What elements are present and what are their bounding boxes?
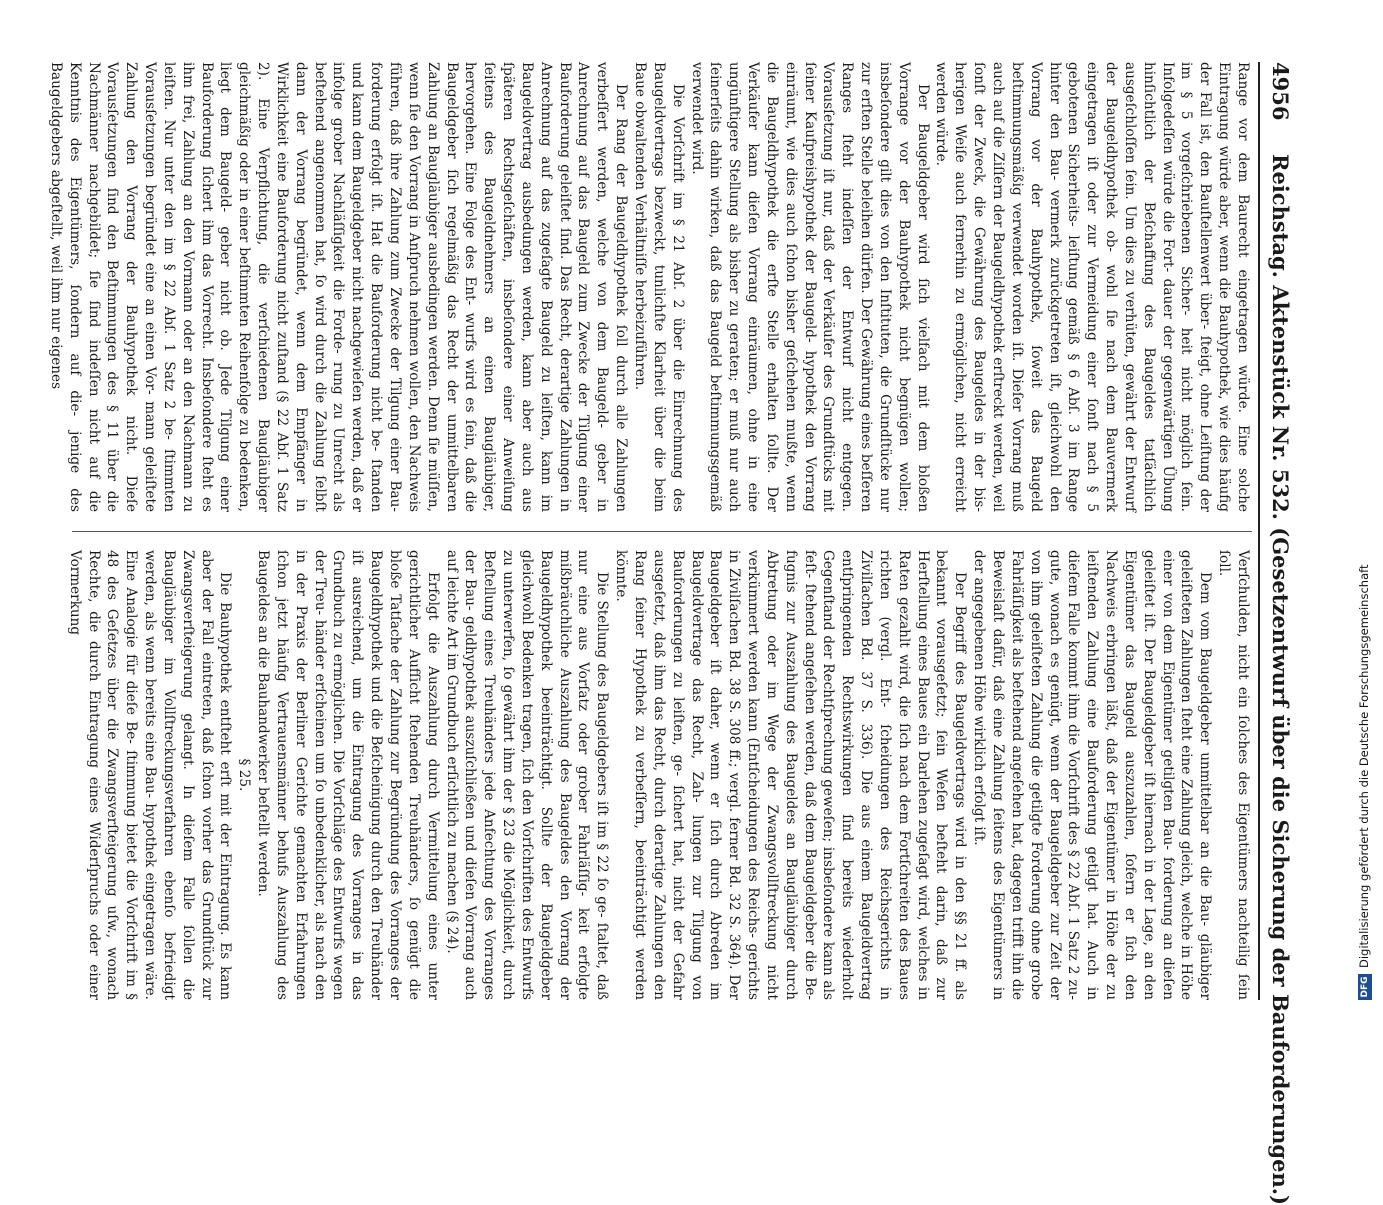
header-rule [1258,62,1260,1000]
paragraph: Die Stellung des Baugeldgebers iſt im § 22 ſo ge- ſtaltet, daß nur eine aus Vorſatz oder grober Fahrläſſig- keit erfolgte mißbräuchliche Auszahlung des Baugeldes den Vorrang der Baugeldhypothek beeinträchtigt. Sollte der Baugeldgeber gleichwohl Bedenken tragen, ſich den Vorſchriften des Entwurfs zu unterwerfen, ſo gewährt ihm der § 23 die Möglichkeit, durch Beſtellung eines Treuhänders jede Anfechtung des Vorranges der Bau- geldhypothek auszuſchließen und dieſen Vorrang auch auf leichte Art im Grundbuch erſichtlich zu machen (§ 24). [443,550,611,1000]
left-text-column [47,62,1252,512]
paragraph: Dem vom Baugeldgeber unmittelbar an die Bau- gläubiger geleiſteten Zahlungen ſteht eine Zahlung gleich, welche in Höhe einer von dem Eigentümer getilgten Bau- forderung an dieſen geleiſtet iſt. Der Baugeldgeber iſt hiernach in der Lage, an den Eigentümer das Baugeld auszuzahlen, ſofern er ſich den Nachweis erbringen läßt, daß der Eigentümer in Höhe der zu leiſtenden Zahlung eine Bauforderung getilgt hat. Auch in dieſem Falle kommt ihm die Vorſchrift des § 22 Abſ. 1 Satz 2 zu- gute, wonach es genügt, wenn der Baugeldgeber zur Zeit der von ihm geleiſteten Zahlung die getilgte Forderung ohne grobe Fahrläſſigkeit als beſtehend angeſehen hat, dagegen trifft ihn die Beweislaſt dafür, daß eine Zahlung ſeitens des Eigentümers in der angegebenen Höhe wirklich erfolgt iſt. [971,550,1214,1000]
paragraph: Der Rang der Baugeldhypothek ſoll durch alle Zahlungen verbeſſert werden, welche von dem Baugeld- geber in Anrechnung auf das Baugeld zum Zwecke der Tilgung einer Bauforderung geleiſtet ſind. Das Recht, derartige Zahlungen in Anrechnung auf das zugeſagte Baugeld zu leiſten, kann im Baugeldvertrag ausbedungen werden, kann aber auch aus ſpäteren Rechtsgeſchäften, insbeſondere einer Anweiſung ſeitens des Baugeldnehmers an einen Baugläubiger, hervorgehen. Eine Folge des Ent- wurfs wird es ſein, daß die Baugeldgeber ſich regelmäßig das Recht der unmittelbaren Zahlung an Baugläubiger ausbedingen werden. Denn ſie müſſen, wenn ſie den Vorrang in Anſpruch nehmen wollen, den Nachweis führen, daß ihre Zahlung zum Zwecke der Tilgung einer Bau- forderung erfolgt iſt. Hat die Bauforderung nicht be- ſtanden und kann dem Baugeldgeber nicht nachgewieſen werden, daß er infolge grober Nachläſſigkeit die Forde- rung zu Unrecht als beſtehend angenommen hat, ſo wird durch die Zahlung ſelbſt dann der Vorrang begründet, wenn dem Empfänger in Wirklichkeit eine Bauforderung nicht zuſtand (§ 22 Abſ. 1 Satz 2). Eine Verpflichtung, die verſchiedenen Baugläubiger gleichmäßig oder in einer beſtimmten Reihenfolge zu bedenken, liegt dem Baugeld- geber nicht ob. Jede Tilgung einer Bauforderung ſichert ihm das Vorrecht. Insbeſondere ſteht es ihm frei, Zahlung an den Vormann oder an den Nachmann zu leiſten. Nur unter den im § 22 Abſ. 1 Satz 2 be- ſtimmten Vorausſetzungen begründet eine an einen Vor- mann geleiſtete Zahlung den Vorrang der Bauhypothek nicht. Dieſe Vorausſetzungen ſind den Beſtimmungen des § 11 über die Nachmänner nachgebildet; ſie ſind indeſſen nicht auf die Kenntnis des Eigentümers, ſondern auf die- jenige des Baugeldgebers abgeſtellt, weil ihm nur eigenes [47,62,630,512]
paragraph: Erfolgt die Auszahlung durch Vermittelung eines unter gerichtlicher Aufſicht ſtehenden Treuhänders, ſo genügt die bloße Tatſache der Zahlung zur Begründung des Vorranges der Baugeldhypothek und die Beſcheinigung durch den Treuhänder iſt ausreichend, um die Eintragung des Vorranges in das Grundbuch zu ermöglichen. Die Vorſchläge des Entwurfs wegen der Treu- händer erſcheinen um ſo unbedenklicher, als nach den in der Praxis der Berliner Gerichte gemachten Erfahrungen ſchon jetzt häufig Vertrauensmänner behufs Auszahlung des Baugeldes an die Bauhandwerker beſtellt werden. [255,550,441,1000]
column-divider [72,531,1252,532]
paragraph: Der Begriff des Baugeldvertrags wird in den §§ 21 ff. als bekannt vorausgeſetzt; ſein Weſen beſteht darin, daß zur Herſtellung eines Baues ein Darlehen zugeſagt wird, welches in Raten gezahlt wird, die ſich nach dem Fortſchreiten des Baues richten (vergl. Ent- ſcheidungen des Reichsgerichts in Zivilſachen Bd. 37 S. 336). Die aus einem Baugeldvertrag entſpringenden Rechtswirkungen ſind bereits wiederholt Gegenſtand der Rechtſprechung geweſen; insbeſondere kann als feſt- ſtehend angeſehen werden, daß dem Baugeldgeber die Be- fugnis zur Auszahlung des Baugeldes an Baugläubiger durch Abtretung oder im Wege der Zwangsvollſtreckung nicht verkümmert werden kann (Entſcheidungen des Reichs- gerichts in Zivilſachen Bd. 38 S. 308 ff.; vergl. ferner Bd. 32 S. 364). Der Baugeldgeber iſt daher, wenn er ſich durch Abreden im Baugeldvertrage das Recht, Zah- lungen zur Tilgung von Bauforderungen zu leiſten, ge- ſichert hat, nicht der Gefahr ausgeſetzt, daß ihm das Recht, durch derartige Zahlungen den Rang ſeiner Hypothek zu verbeſſern, beeinträchtigt werden könnte. [613,550,969,1000]
paragraph: Die Vorſchrift im § 21 Abſ. 2 über die Einrechnung des Baugeldvertrags bezweckt, tunlichſte Klarheit über die beim Baue obwaltenden Verhältniſſe herbeizuführen. [632,62,686,512]
paragraph: Range vor dem Baurecht eingetragen würde. Eine solche Eintragung würde aber, wenn die Bauhypothek, wie dies häufig der Fall ist, den Bauſtellenwert über- ſteigt, ohne Leiſtung der im § 5 vorgeſchriebenen Sicher- heit nicht möglich ſein. Infolgedeſſen würde die Fort- dauer der gegenwärtigen Übung hinſichtlich der Beſchaffung des Baugeldes tatſächlich ausgeſchloſſen ſein. Um dies zu verhüten, gewährt der Entwurf der Baugeldhypothek ob- wohl ſie nach dem Bauvermerk eingetragen iſt oder zur Vermeidung einer ſonſt nach § 5 gebotenen Sicherheits- leiſtung gemäß § 6 Abſ. 3 im Range hinter den Bau- vermerk zurückgetreten iſt, gleichwohl den Vorrang vor der Bauhypothek, ſoweit das Baugeld beſtimmungsmäßig verwendet worden iſt. Dieſer Vorrang muß auch auf die Ziſſern der Baugeldhypothek erſtreckt werden, weil ſonſt der Zweck, die Gewährung des Baugeldes in der bis- herigen Weiſe auch fernerhin zu ermöglichen, nicht erreicht werden würde. [933,62,1251,512]
paragraph: Die Bauhypothek entſteht erſt mit der Eintragung. Es kann aber der Fall eintreten, daß ſchon vorher das Grundſtück zur Zwangsverſteigerung gelangt. In dieſem Falle ſollen die Baugläubiger im Vollſtreckungsverfahren ebenſo befriedigt werden, als wenn bereits eine Bau- hypothek eingetragen wäre. Eine Analogie für dieſe Be- ſtimmung bietet die Vorſchrift im § 48 des Geſetzes über die Zwangsverſteigerung uſw., wonach Rechte, die durch Eintragung eines Widerſpruchs oder einer Vormerkung [66,550,234,1000]
page-number: 4956 [1268,62,1293,121]
document-page [47,62,1298,1205]
running-title: Reichstag. Aktenstück Nr. 532. (Gesetzentwurf über die Sicherung der Bauforderungen.) [1268,154,1293,1205]
section-heading: § 25. [236,758,253,792]
credit-text: Digitalisierung gefördert durch die Deutsche Forschungsgemeinschaft [1357,564,1371,968]
right-text-column [62,550,1252,1000]
paragraph: Der Baugeldgeber wird ſich vielfach mit dem bloßen Vorrange vor der Bauhypothek nicht begnügen wollen; insbeſondere gilt dies von den Inſtituten, die Grundſtücke nur zur erſten Stelle beleihen dürfen. Der Gewährung eines beſſeren Ranges ſteht indeſſen der Entwurf nicht entgegen. Vorausſetzung iſt nur, daß der Verkäufer des Grundſtücks mit ſeiner Kaufpreishypothek der Baugeld- hypothek den Vorrang einräumt, wie dies auch ſchon bisher geſchehen mußte, wenn die Baugeldhypothek die erſte Stelle erhalten ſollte. Der Verkäufer kann dieſen Vorrang einräumen, ohne in eine ungünſtigere Stellung als bisher zu geraten; er muß nur auch ſeinerſeits dahin wirken, daß das Baugeld beſtimmungsgemäß verwendet wird. [688,62,931,512]
digitization-credit [1353,440,1375,1000]
dfg-logo-icon: DFG [1358,974,1372,1000]
page-header [1262,62,1298,1205]
paragraph: Verſchulden, nicht ein ſolches des Eigentümers nachteilig ſein ſoll. [1216,550,1251,1000]
